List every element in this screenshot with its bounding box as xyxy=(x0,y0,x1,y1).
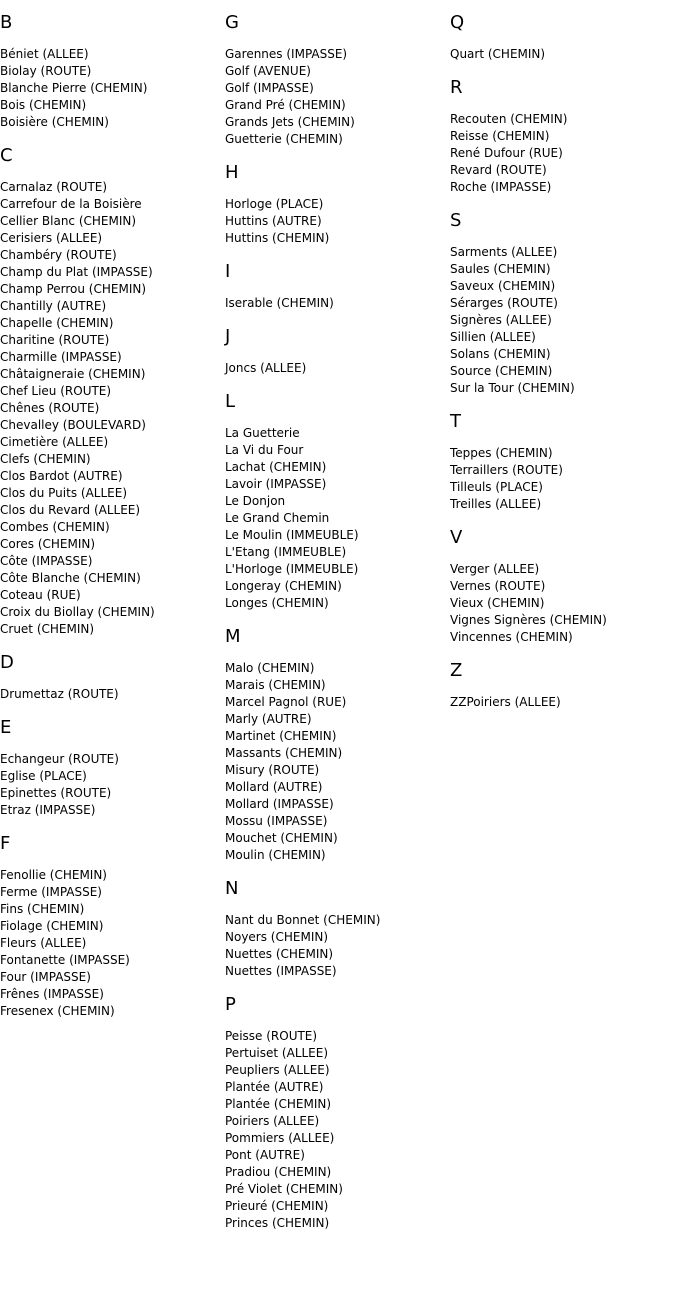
letter-group xyxy=(450,411,672,513)
street-link[interactable]: Epinettes (ROUTE) xyxy=(0,786,112,800)
street-link[interactable]: Golf (AVENUE) xyxy=(225,64,311,78)
letter-group xyxy=(225,878,447,980)
street-link[interactable]: Chantilly (AUTRE) xyxy=(0,299,107,313)
street-link[interactable]: Pradiou (CHEMIN) xyxy=(225,1165,332,1179)
letter-group xyxy=(450,660,672,711)
street-list xyxy=(450,111,672,196)
street-link[interactable]: L'Horloge (IMMEUBLE) xyxy=(225,562,359,576)
street-link[interactable]: Terraillers (ROUTE) xyxy=(450,463,563,477)
letter-group xyxy=(225,326,447,377)
street-link[interactable]: Solans (CHEMIN) xyxy=(450,347,551,361)
letter-group xyxy=(450,210,672,397)
street-link[interactable]: Vernes (ROUTE) xyxy=(450,579,546,593)
street-link[interactable]: Mossu (IMPASSE) xyxy=(225,814,328,828)
street-link[interactable]: Clos du Puits (ALLEE) xyxy=(0,486,128,500)
street-link[interactable]: Revard (ROUTE) xyxy=(450,163,547,177)
street-link[interactable]: Carrefour de la Boisière xyxy=(0,197,142,211)
street-link[interactable]: L'Etang (IMMEUBLE) xyxy=(225,545,347,559)
street-link[interactable]: Chevalley (BOULEVARD) xyxy=(0,418,146,432)
street-link[interactable]: Peupliers (ALLEE) xyxy=(225,1063,330,1077)
street-link[interactable]: ZZPoiriers (ALLEE) xyxy=(450,695,561,709)
street-link[interactable]: Misury (ROUTE) xyxy=(225,763,320,777)
street-link[interactable]: Princes (CHEMIN) xyxy=(225,1216,330,1230)
street-link[interactable]: Reisse (CHEMIN) xyxy=(450,129,550,143)
street-list xyxy=(225,196,447,247)
street-link[interactable]: René Dufour (RUE) xyxy=(450,146,563,160)
street-link[interactable]: Combes (CHEMIN) xyxy=(0,520,110,534)
street-list xyxy=(450,46,672,63)
street-link[interactable]: Charmille (IMPASSE) xyxy=(0,350,122,364)
street-link[interactable]: Lavoir (IMPASSE) xyxy=(225,477,327,491)
letter-group xyxy=(0,12,222,131)
street-link[interactable]: Source (CHEMIN) xyxy=(450,364,553,378)
street-link[interactable]: Teppes (CHEMIN) xyxy=(450,446,553,460)
street-link[interactable]: Quart (CHEMIN) xyxy=(450,47,546,61)
street-link[interactable]: Marcel Pagnol (RUE) xyxy=(225,695,347,709)
street-link[interactable]: Sérarges (ROUTE) xyxy=(450,296,558,310)
street-link[interactable]: Etraz (IMPASSE) xyxy=(0,803,96,817)
street-link[interactable]: Saules (CHEMIN) xyxy=(450,262,551,276)
letter-group xyxy=(225,261,447,312)
street-link[interactable]: Marly (AUTRE) xyxy=(225,712,312,726)
street-link[interactable]: Mollard (AUTRE) xyxy=(225,780,323,794)
letter-group xyxy=(0,717,222,819)
section-letter: E xyxy=(0,717,12,738)
street-link[interactable]: Poiriers (ALLEE) xyxy=(225,1114,320,1128)
letter-group xyxy=(225,626,447,864)
street-link[interactable]: Echangeur (ROUTE) xyxy=(0,752,119,766)
section-letter: B xyxy=(0,12,13,33)
street-link[interactable]: Cellier Blanc (CHEMIN) xyxy=(0,214,137,228)
street-link[interactable]: Pertuiset (ALLEE) xyxy=(225,1046,329,1060)
street-list xyxy=(225,46,447,148)
street-link[interactable]: Iserable (CHEMIN) xyxy=(225,296,334,310)
street-link[interactable]: Chambéry (ROUTE) xyxy=(0,248,117,262)
column-1 xyxy=(0,12,222,1034)
section-letter: I xyxy=(225,261,231,282)
street-list xyxy=(0,686,222,703)
street-link[interactable]: Nuettes (CHEMIN) xyxy=(225,947,334,961)
street-link[interactable]: Saveux (CHEMIN) xyxy=(450,279,556,293)
street-list xyxy=(0,179,222,638)
street-link[interactable]: Nuettes (IMPASSE) xyxy=(225,964,337,978)
street-link[interactable]: Grands Jets (CHEMIN) xyxy=(225,115,355,129)
section-letter: G xyxy=(225,12,239,33)
street-link[interactable]: Chapelle (CHEMIN) xyxy=(0,316,114,330)
letter-group xyxy=(450,77,672,196)
street-link[interactable]: Fiolage (CHEMIN) xyxy=(0,919,104,933)
letter-group xyxy=(225,12,447,148)
street-link[interactable]: Cerisiers (ALLEE) xyxy=(0,231,103,245)
street-link[interactable]: Clefs (CHEMIN) xyxy=(0,452,91,466)
street-link[interactable]: Clos Bardot (AUTRE) xyxy=(0,469,123,483)
section-letter: N xyxy=(225,878,239,899)
letter-group xyxy=(0,833,222,1020)
street-list xyxy=(225,1028,447,1232)
street-link[interactable]: La Guetterie xyxy=(225,426,300,440)
street-link[interactable]: Vieux (CHEMIN) xyxy=(450,596,545,610)
street-link[interactable]: Horloge (PLACE) xyxy=(225,197,324,211)
street-list xyxy=(225,912,447,980)
letter-group xyxy=(225,994,447,1232)
street-link[interactable]: Prieuré (CHEMIN) xyxy=(225,1199,329,1213)
street-list xyxy=(450,244,672,397)
letter-group xyxy=(0,145,222,638)
street-link[interactable]: Béniet (ALLEE) xyxy=(0,47,89,61)
street-link[interactable]: Le Donjon xyxy=(225,494,286,508)
street-link[interactable]: Pommiers (ALLEE) xyxy=(225,1131,335,1145)
street-link[interactable]: Carnalaz (ROUTE) xyxy=(0,180,108,194)
street-link[interactable]: Fontanette (IMPASSE) xyxy=(0,953,130,967)
street-link[interactable]: Eglise (PLACE) xyxy=(0,769,87,783)
street-link[interactable]: Roche (IMPASSE) xyxy=(450,180,552,194)
street-link[interactable]: Martinet (CHEMIN) xyxy=(225,729,337,743)
street-link[interactable]: Marais (CHEMIN) xyxy=(225,678,326,692)
street-link[interactable]: La Vi du Four xyxy=(225,443,304,457)
street-link[interactable]: Côte (IMPASSE) xyxy=(0,554,93,568)
street-link[interactable]: Ferme (IMPASSE) xyxy=(0,885,102,899)
section-letter: P xyxy=(225,994,236,1015)
street-link[interactable]: Pré Violet (CHEMIN) xyxy=(225,1182,343,1196)
section-letter: S xyxy=(450,210,462,231)
street-link[interactable]: Malo (CHEMIN) xyxy=(225,661,315,675)
street-link[interactable]: Coteau (RUE) xyxy=(0,588,81,602)
street-link[interactable]: Huttins (AUTRE) xyxy=(225,214,322,228)
street-link[interactable]: Drumettaz (ROUTE) xyxy=(0,687,119,701)
street-list xyxy=(450,561,672,646)
street-link[interactable]: Signères (ALLEE) xyxy=(450,313,552,327)
letter-group xyxy=(0,652,222,703)
street-link[interactable]: Côte Blanche (CHEMIN) xyxy=(0,571,141,585)
street-link[interactable]: Grand Pré (CHEMIN) xyxy=(225,98,346,112)
street-link[interactable]: Pont (AUTRE) xyxy=(225,1148,305,1162)
section-letter: Q xyxy=(450,12,465,33)
street-link[interactable]: Croix du Biollay (CHEMIN) xyxy=(0,605,155,619)
street-link[interactable]: Noyers (CHEMIN) xyxy=(225,930,329,944)
street-link[interactable]: Guetterie (CHEMIN) xyxy=(225,132,343,146)
street-link[interactable]: Clos du Revard (ALLEE) xyxy=(0,503,141,517)
street-link[interactable]: Huttins (CHEMIN) xyxy=(225,231,330,245)
street-link[interactable]: Charitine (ROUTE) xyxy=(0,333,110,347)
street-list xyxy=(0,46,222,131)
section-letter: J xyxy=(225,326,231,347)
street-link[interactable]: Vignes Signères (CHEMIN) xyxy=(450,613,607,627)
street-list xyxy=(0,751,222,819)
street-link[interactable]: Garennes (IMPASSE) xyxy=(225,47,348,61)
street-link[interactable]: Champ Perrou (CHEMIN) xyxy=(0,282,147,296)
street-list xyxy=(0,867,222,1020)
street-link[interactable]: Fenollie (CHEMIN) xyxy=(0,868,107,882)
street-list xyxy=(225,660,447,864)
street-link[interactable]: Tilleuls (PLACE) xyxy=(450,480,543,494)
street-list xyxy=(225,425,447,612)
street-link[interactable]: Plantée (AUTRE) xyxy=(225,1080,324,1094)
street-link[interactable]: Cores (CHEMIN) xyxy=(0,537,96,551)
street-list xyxy=(225,295,447,312)
street-link[interactable]: Sillien (ALLEE) xyxy=(450,330,536,344)
street-link[interactable]: Verger (ALLEE) xyxy=(450,562,540,576)
street-link[interactable]: Vincennes (CHEMIN) xyxy=(450,630,573,644)
section-letter: L xyxy=(225,391,236,412)
section-letter: H xyxy=(225,162,239,183)
section-letter: M xyxy=(225,626,241,647)
column-3 xyxy=(450,12,672,725)
street-link[interactable]: Sarments (ALLEE) xyxy=(450,245,558,259)
street-link[interactable]: Chênes (ROUTE) xyxy=(0,401,100,415)
section-letter: D xyxy=(0,652,14,673)
letter-group xyxy=(450,527,672,646)
street-link[interactable]: Treilles (ALLEE) xyxy=(450,497,542,511)
street-list xyxy=(225,360,447,377)
street-link[interactable]: Nant du Bonnet (CHEMIN) xyxy=(225,913,381,927)
street-link[interactable]: Plantée (CHEMIN) xyxy=(225,1097,332,1111)
street-link[interactable]: Longes (CHEMIN) xyxy=(225,596,329,610)
street-link[interactable]: Mouchet (CHEMIN) xyxy=(225,831,338,845)
street-link[interactable]: Biolay (ROUTE) xyxy=(0,64,92,78)
street-link[interactable]: Champ du Plat (IMPASSE) xyxy=(0,265,153,279)
street-link[interactable]: Joncs (ALLEE) xyxy=(225,361,307,375)
street-link[interactable]: Frênes (IMPASSE) xyxy=(0,987,104,1001)
street-list xyxy=(450,694,672,711)
street-link[interactable]: Bois (CHEMIN) xyxy=(0,98,87,112)
street-link[interactable]: Recouten (CHEMIN) xyxy=(450,112,568,126)
street-link[interactable]: Massants (CHEMIN) xyxy=(225,746,343,760)
street-link[interactable]: Lachat (CHEMIN) xyxy=(225,460,327,474)
section-letter: C xyxy=(0,145,13,166)
street-link[interactable]: Peisse (ROUTE) xyxy=(225,1029,318,1043)
street-link[interactable]: Chef Lieu (ROUTE) xyxy=(0,384,112,398)
section-letter: V xyxy=(450,527,463,548)
street-link[interactable]: Sur la Tour (CHEMIN) xyxy=(450,381,575,395)
street-link[interactable]: Golf (IMPASSE) xyxy=(225,81,314,95)
section-letter: T xyxy=(450,411,461,432)
street-link[interactable]: Le Grand Chemin xyxy=(225,511,330,525)
letter-group xyxy=(225,162,447,247)
street-link[interactable]: Longeray (CHEMIN) xyxy=(225,579,342,593)
street-link[interactable]: Cimetière (ALLEE) xyxy=(0,435,109,449)
street-link[interactable]: Four (IMPASSE) xyxy=(0,970,91,984)
section-letter: Z xyxy=(450,660,463,681)
street-link[interactable]: Le Moulin (IMMEUBLE) xyxy=(225,528,359,542)
street-link[interactable]: Blanche Pierre (CHEMIN) xyxy=(0,81,148,95)
street-link[interactable]: Boisière (CHEMIN) xyxy=(0,115,109,129)
section-letter: F xyxy=(0,833,11,854)
street-link[interactable]: Moulin (CHEMIN) xyxy=(225,848,326,862)
letter-group xyxy=(450,12,672,63)
street-link[interactable]: Fleurs (ALLEE) xyxy=(0,936,87,950)
street-link[interactable]: Cruet (CHEMIN) xyxy=(0,622,95,636)
street-list xyxy=(450,445,672,513)
column-2 xyxy=(225,12,447,1246)
street-link[interactable]: Châtaigneraie (CHEMIN) xyxy=(0,367,146,381)
section-letter: R xyxy=(450,77,463,98)
letter-group xyxy=(225,391,447,612)
street-link[interactable]: Mollard (IMPASSE) xyxy=(225,797,334,811)
street-link[interactable]: Fins (CHEMIN) xyxy=(0,902,85,916)
street-link[interactable]: Fresenex (CHEMIN) xyxy=(0,1004,115,1018)
